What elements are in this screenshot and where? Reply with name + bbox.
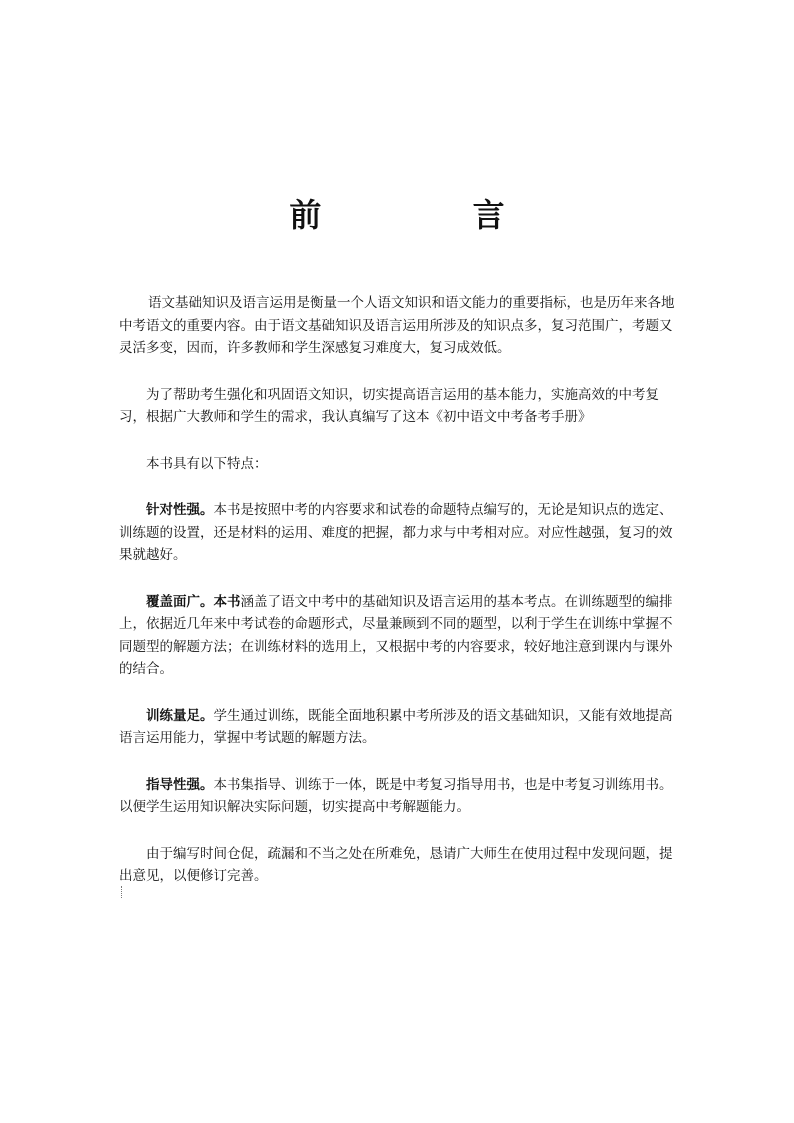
feature-heading: 针对性强。 [146,502,214,518]
text-cursor-marker [121,886,124,898]
feature-paragraph-coverage [119,591,679,681]
paragraph-text: 由于编写时间仓促，疏漏和不当之处在所难免，恳请广大师生在使用过程中发现问题，提出意见，以便修订完善。 [119,845,673,884]
feature-paragraph-practice [119,705,679,750]
paragraph-text: 涵盖了语文中考中的基础知识及语言运用的基本考点。在训练题型的编排上，依据近几年来中考试卷的命题形式，尽量兼顾到不同的题型，以利于学生在训练中掌握不同题型的解题方法；在训练材料的选用上，又根据中考的内容要求，较好地注意到课内与课外的结合。 [119,593,673,677]
preface-paragraph-intro [119,292,679,360]
preface-paragraph-purpose [119,384,679,429]
feature-heading: 训练量足。 [146,707,214,724]
preface-paragraph-features-intro [119,453,679,476]
paragraph-text: 本书具有以下特点： [146,455,268,472]
paragraph-text: 学生通过训练，既能全面地积累中考所涉及的语文基础知识，又能有效地提高语言运用能力，掌握中考试题的解题方法。 [119,707,673,746]
feature-paragraph-targeted [119,499,679,567]
feature-heading: 指导性强。 [146,776,214,793]
paragraph-text: 为了帮助考生强化和巩固语文知识，切实提高语言运用的基本能力，实施高效的中考复习，根据广大教师和学生的需求，我认真编写了这本《初中语文中考备考手册》 [119,386,659,425]
paragraph-text: 本书是按照中考的内容要求和试卷的命题特点编写的，无论是知识点的选定、训练题的设置，还是材料的运用、难度的把握，都力求与中考相对应。对应性越强，复习的效果就越好。 [119,502,673,563]
feature-paragraph-guidance [119,774,679,819]
paragraph-text: 本书集指导、训练于一体，既是中考复习指导用书，也是中考复习训练用书。以便学生运用知识解决实际问题，切实提高中考解题能力。 [119,776,673,815]
page-title: 前 言 [289,196,575,234]
feature-heading: 覆盖面广。本书 [146,593,241,610]
paragraph-text: 语文基础知识及语言运用是衡量一个人语文知识和语文能力的重要指标，也是历年来各地中考语文的重要内容。由于语文基础知识及语言运用所涉及的知识点多，复习范围广，考题又灵活多变，因而，许多教师和学生深感复习难度大，复习成效低。 [119,295,675,356]
preface-paragraph-closing [119,843,679,888]
preface-body [119,292,679,912]
